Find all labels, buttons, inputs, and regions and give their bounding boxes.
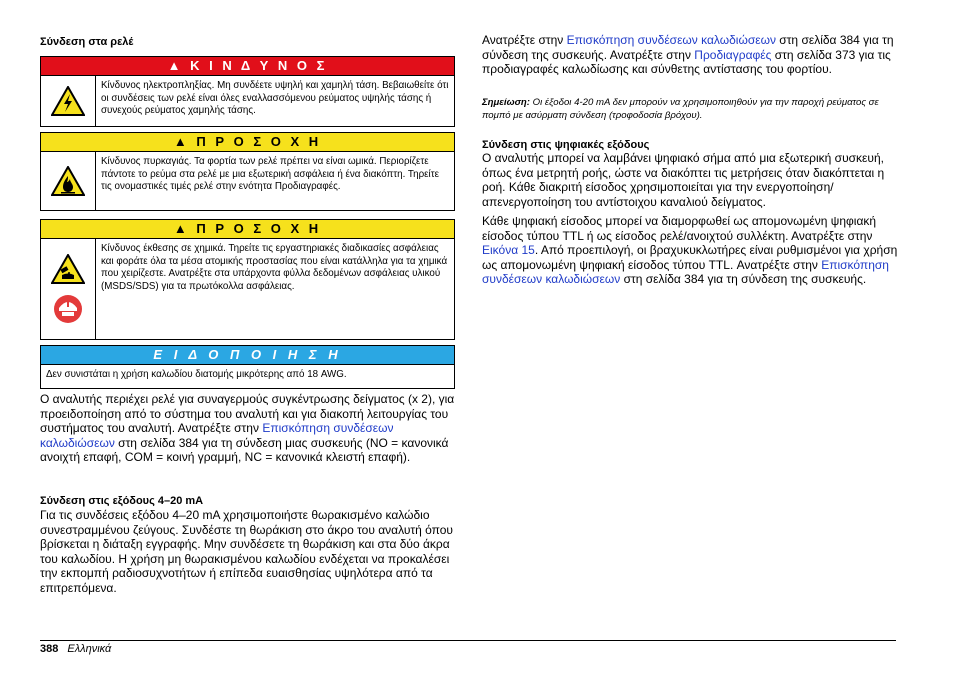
warning-fire-text: Κίνδυνος πυρκαγιάς. Τα φορτία των ρελέ πρέπει να είναι ωμικά. Περιορίζετε πάντοτε το ρεύμα στα ρελέ με μια εξωτερική ασφάλεια ή ένα διακόπτη. Τηρείτε τις ονομαστικές τιμές ρελέ στην ενότητα Προδιαγραφές. [101, 156, 439, 192]
danger-header [41, 57, 454, 76]
section-heading-outputs: Σύνδεση στις εξόδους 4–20 mA [40, 495, 204, 507]
section-heading-digital: Σύνδεση στις ψηφιακές εξόδους [482, 139, 650, 151]
notice-box [40, 345, 455, 389]
warning-box-fire [40, 132, 455, 211]
footer-divider [40, 640, 896, 641]
chemical-hazard-icon [51, 254, 85, 284]
text-span: στη σελίδα 384 για τη σύνδεση της συσκευής. [620, 272, 867, 287]
danger-title: Κ Ι Ν Δ Υ Ν Ο Σ [190, 58, 328, 73]
warning-title: Π Ρ Ο Σ Ο Χ Η [196, 134, 322, 149]
warning-triangle-icon: ▲ [173, 221, 190, 236]
warning-header [41, 220, 454, 239]
text-span: στη σελίδα 384 για τη σύνδεση της συσκευής. Ανατρέξτε στην [482, 33, 894, 62]
protective-gear-icon [53, 294, 83, 324]
text-span: στη σελίδα 384 για τη σύνδεση μιας συσκευής (NO = κανονικά ανοιχτή επαφή, COM = κοινή γραμμή, NC = κανονικά κλειστή επαφή). [40, 435, 449, 465]
fire-hazard-icon [51, 166, 85, 196]
notice-title: Ε Ι Δ Ο Π Ο Ι Η Σ Η [153, 347, 342, 362]
warning-chemical-text: Κίνδυνος έκθεσης σε χημικά. Τηρείτε τις εργαστηριακές διαδικασίες ασφάλειας και φοράτε όλα τα μέσα ατομικής προστασίας που είναι κατάλληλα για τα χημικά που χειρίζεστε. Ανατρέξτε στα υπάρχοντα φύλλα δεδομένων ασφάλειας υλικού (MSDS/SDS) για τα πρωτόκολλα ασφάλειας. [101, 243, 448, 292]
text-span: Ανατρέξτε στην [482, 33, 567, 47]
text-span: Κάθε ψηφιακή είσοδος μπορεί να διαμορφωθεί ως απομονωμένη ψηφιακή είσοδος τύπου TTL ή ως είσοδος ρελέ/ανοιχτού συλλέκτη. Ανατρέξτε στην [482, 214, 877, 243]
warning-title: Π Ρ Ο Σ Ο Χ Η [196, 221, 322, 236]
warning-triangle-icon: ▲ [167, 58, 184, 73]
relay-paragraph [40, 392, 455, 465]
note [482, 96, 900, 122]
link-wiring-overview[interactable]: Επισκόπηση συνδέσεων καλωδιώσεων [40, 421, 394, 450]
page-number: 388 [40, 643, 59, 655]
text-span: . Από προεπιλογή, οι βραχυκυκλωτήρες είναι ρυθμισμένοι για χρήση ως απομονωμένη ψηφιακή είσοδος τύπου TTL. Ανατρέξτε στην [482, 243, 898, 272]
danger-text: Κίνδυνος ηλεκτροπληξίας. Μη συνδέετε υψηλή και χαμηλή τάση. Βεβαιωθείτε ότι οι συνδέσεις των ρελέ είναι όλες εναλλασσόμενου ρεύματος υψηλής τάσης ή συνεχούς ρεύματος χαμηλής τάσης. [101, 80, 449, 116]
icon-cell [41, 76, 96, 126]
footer-language: Ελληνικά [67, 643, 112, 655]
link-wiring-overview[interactable]: Επισκόπηση συνδέσεων καλωδιώσεων [482, 257, 889, 287]
link-specifications[interactable]: Προδιαγραφές [694, 47, 772, 62]
right-intro-paragraph [482, 33, 900, 77]
digital-paragraph: Ο αναλυτής μπορεί να λαμβάνει ψηφιακό σήμα από μια εξωτερική συσκευή, όπως ένα μετρητή ροής, ώστε να διακόπτει τις μετρήσεις όταν διακόπτεται η ροή. Κάθε διακριτή είσοδος χρησιμοποιείται για την ενεργοποίηση/απενεργοποίηση του αντίστοιχου καναλιού δείγματος. [482, 151, 885, 209]
note-text: Οι έξοδοι 4-20 mA δεν μπορούν να χρησιμοποιηθούν για την παροχή ρεύματος σε πομπό με ασύρματη σύνδεση (τροφοδοσία βρόχου). [482, 97, 879, 121]
electrical-hazard-icon [51, 86, 85, 116]
danger-box [40, 56, 455, 127]
icon-cell [41, 239, 96, 339]
warning-triangle-icon: ▲ [173, 134, 190, 149]
outputs-paragraph: Για τις συνδέσεις εξόδου 4–20 mA χρησιμοποιήστε θωρακισμένο καλώδιο συνεστραμμένου ζεύγους. Συνδέστε τη θωράκιση στο άκρο του αναλυτή όπου βρίσκεται η διάταξη εγγραφής. Μην συνδέσετε τη θωράκιση και στα δύο άκρα του καλωδίου. Η χρήση μη θωρακισμένου καλωδίου ενδέχεται να προκαλέσει την εκπομπή ραδιοσυχνοτήτων ή επίπεδα ευαισθησίας υψηλότερα από τα επιτρεπόμενα. [40, 508, 453, 595]
link-figure-15[interactable]: Εικόνα 15 [482, 243, 535, 258]
notice-header [41, 346, 454, 365]
link-wiring-overview[interactable]: Επισκόπηση συνδέσεων καλωδιώσεων [566, 33, 776, 47]
digital-config-paragraph [482, 214, 900, 287]
section-heading-relays: Σύνδεση στα ρελέ [40, 36, 134, 48]
warning-box-chemical [40, 219, 455, 340]
notice-text: Δεν συνιστάται η χρήση καλωδίου διατομής μικρότερης από 18 AWG. [46, 369, 347, 380]
text-span: Ο αναλυτής περιέχει ρελέ για συναγερμούς συγκέντρωσης δείγματος (x 2), για προειδοποίηση από το σύστημα του αναλυτή και για διακοπή λειτουργίας του συστήματος του αναλυτή. Ανατρέξτε στην [40, 392, 455, 436]
note-label: Σημείωση: [482, 97, 530, 108]
footer [40, 643, 111, 655]
icon-cell [41, 152, 96, 210]
text-span: στη σελίδα 373 για τις προδιαγραφές καλωδίωσης και σύνθετης αντίστασης του φορτίου. [482, 47, 891, 77]
warning-header [41, 133, 454, 152]
